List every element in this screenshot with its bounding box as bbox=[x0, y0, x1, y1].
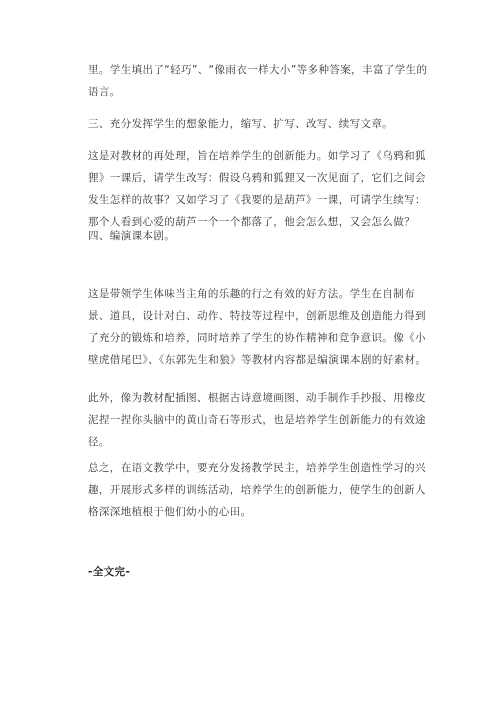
section-heading-three: 三、充分发挥学生的想象能力，缩写、扩写、改写、续写文章。 bbox=[88, 118, 394, 130]
paragraph-conclusion: 总之，在语文教学中，要充分发扬教学民主，培养学生创造性学习的兴趣，开展形式多样的训练活动，培养学生的创新能力，使学生的创新人格深深地植根于他们幼小的心田。 bbox=[88, 462, 426, 518]
section-heading-four: 四、编演课本剧。 bbox=[88, 230, 176, 242]
paragraph-textbook-drama: 这是带领学生体味当主角的乐趣的行之有效的好方法。学生在自制布景、道具，设计对白、动作、特技等过程中，创新思维及创造能力得到了充分的锻炼和培养，同时培养了学生的协作精神和竞争意识。像《小壁虎借尾巴》、《东郭先生和狼》等教材内容都是编演课本剧的好素材。 bbox=[88, 288, 427, 366]
end-mark: -全文完- bbox=[88, 566, 131, 578]
paragraph-continuation: 里。学生填出了“轻巧”、“像雨衣一样大小”等多种答案，丰富了学生的语言。 bbox=[88, 64, 428, 98]
paragraph-rewriting: 这是对教材的再处理，旨在培养学生的创新能力。如学习了《乌鸦和狐狸》一课后，请学生改写：假设乌鸦和狐狸又一次见面了，它们之间会发生怎样的故事？又如学习了《我要的是葫芦》一课，可请学生续写：那个人看到心爱的葫芦一个一个都落了，他会怎么想，又会怎么做？ bbox=[88, 150, 426, 228]
paragraph-other-forms: 此外，像为教材配插图、根据古诗意境画图、动手制作手抄报、用橡皮泥捏一捏你头脑中的黄山奇石等形式，也是培养学生创新能力的有效途径。 bbox=[88, 392, 426, 448]
